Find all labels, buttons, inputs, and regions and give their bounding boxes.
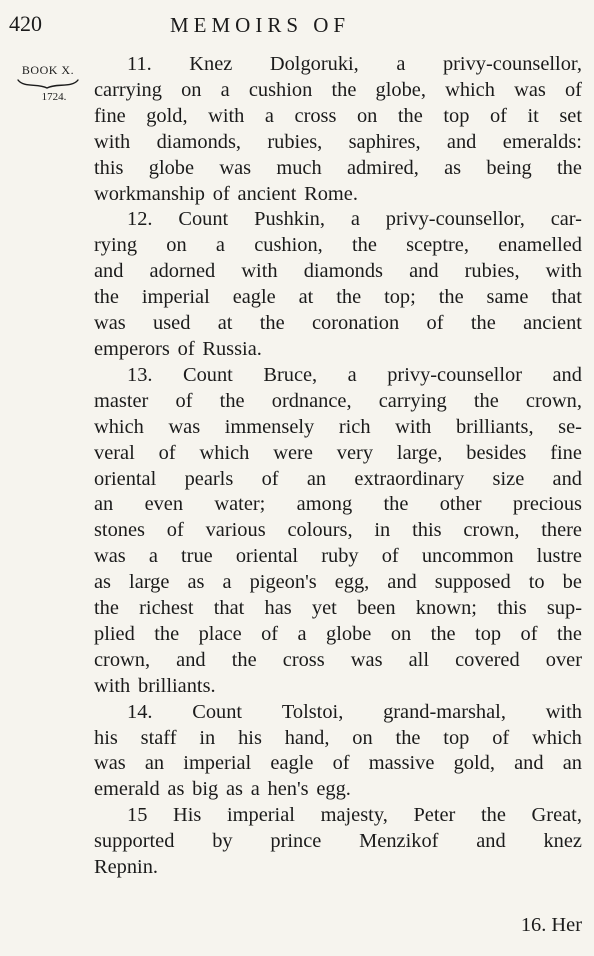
word: be — [562, 571, 582, 594]
word: his — [238, 726, 262, 749]
word: 13. — [127, 363, 153, 386]
word: on — [352, 726, 373, 749]
word: in — [374, 519, 391, 542]
word: the — [259, 312, 285, 335]
word: imperial — [227, 804, 295, 827]
word: set — [559, 104, 582, 127]
word: besides — [466, 441, 527, 464]
word: globe — [326, 622, 372, 645]
word: which — [94, 415, 144, 438]
word: the — [94, 286, 119, 309]
word: and — [387, 571, 417, 594]
text-line — [94, 751, 582, 777]
word: sceptre, — [406, 234, 469, 257]
word: imperial — [141, 286, 210, 309]
word: stones — [94, 519, 145, 542]
word: ancient — [523, 312, 582, 335]
word: the — [480, 804, 506, 827]
word: a — [297, 622, 307, 645]
word: the — [395, 726, 421, 749]
word: of — [166, 519, 184, 542]
word: hen's — [267, 778, 309, 801]
word: diamonds — [303, 260, 383, 283]
word: of — [177, 337, 195, 360]
word: the — [470, 312, 496, 335]
word: Dolgoruki, — [269, 53, 359, 75]
word: among — [296, 493, 353, 516]
word: Count — [183, 363, 233, 386]
word: grand-marshal, — [383, 700, 506, 723]
word: precious — [512, 493, 582, 516]
word: of — [489, 104, 507, 127]
text-line — [94, 803, 582, 829]
word: Russia. — [202, 337, 262, 360]
word: water; — [214, 493, 266, 516]
margin-book-label: BOOK X. — [21, 63, 75, 77]
word: as — [225, 778, 243, 801]
running-head: MEMOIRS OF — [170, 13, 351, 37]
word: extraordinary — [354, 467, 465, 490]
word: brilliants. — [138, 674, 216, 697]
text-line — [94, 415, 582, 441]
word: Repnin. — [94, 856, 158, 879]
word: His — [173, 804, 202, 827]
word: plied — [94, 622, 135, 645]
word: the — [473, 389, 499, 412]
word: a — [148, 545, 158, 568]
word: to — [528, 571, 545, 594]
word: of — [520, 622, 538, 645]
word: the — [94, 597, 119, 620]
word: a — [222, 571, 232, 594]
word: 11. — [127, 53, 152, 75]
word: the — [231, 648, 257, 671]
word: eagle — [232, 286, 276, 309]
word: oriental — [94, 467, 157, 490]
text-line — [94, 78, 582, 104]
word: rying — [94, 234, 138, 257]
word: was — [219, 156, 252, 179]
word: that — [213, 597, 245, 620]
word: enamelled — [498, 234, 582, 257]
text-line — [94, 726, 582, 752]
word: car- — [550, 208, 582, 231]
word: of — [381, 545, 399, 568]
word: used — [153, 312, 191, 335]
word: was — [94, 312, 126, 335]
text-line — [94, 104, 582, 130]
word: top — [443, 104, 470, 127]
word: the — [154, 622, 180, 645]
word: carrying — [94, 78, 162, 101]
word: it — [527, 104, 539, 127]
word: with — [94, 130, 131, 153]
text-line — [94, 674, 582, 700]
word: other — [439, 493, 482, 516]
word: large — [129, 571, 170, 594]
word: ancient — [237, 182, 297, 205]
word: with — [241, 260, 278, 283]
word: large, — [396, 441, 443, 464]
word: and — [176, 648, 206, 671]
word: Menzikof — [359, 830, 439, 853]
word: imperial — [183, 752, 252, 775]
text-line — [94, 648, 582, 674]
word: was — [94, 752, 126, 775]
word: an — [94, 493, 114, 516]
word: hand, — [284, 726, 330, 749]
word: massive — [368, 752, 435, 775]
word: 15 — [127, 804, 148, 827]
word: of — [261, 622, 279, 645]
word: of — [261, 467, 279, 490]
word: adorned — [149, 260, 216, 283]
word: privy-counsellor, — [442, 53, 582, 75]
margin-brace-icon — [16, 78, 80, 90]
word: a — [250, 778, 260, 801]
word: egg, — [334, 571, 370, 594]
word: the — [331, 78, 357, 101]
word: se- — [558, 415, 582, 438]
text-line — [94, 156, 582, 182]
word: this — [497, 597, 527, 620]
text-line — [94, 622, 582, 648]
body-text — [94, 52, 582, 881]
word: on — [356, 104, 378, 127]
text-line — [94, 337, 582, 363]
word: diamonds, — [156, 130, 241, 153]
text-line — [94, 596, 582, 622]
word: pearls — [184, 467, 234, 490]
word: on — [390, 622, 412, 645]
word: at — [298, 286, 314, 309]
word: a — [215, 234, 225, 257]
word: cross — [294, 104, 337, 127]
word: cross — [282, 648, 325, 671]
word: emerald — [94, 778, 160, 801]
word: rich — [338, 415, 371, 438]
word: master — [94, 389, 149, 412]
word: a — [220, 78, 230, 101]
word: the — [557, 622, 582, 645]
word: Pushkin, — [254, 208, 325, 231]
text-line — [94, 467, 582, 493]
word: crown, — [525, 389, 582, 412]
word: coronation — [312, 312, 400, 335]
word: which — [445, 78, 495, 101]
text-line — [94, 441, 582, 467]
word: a — [264, 104, 274, 127]
word: was — [514, 78, 546, 101]
word: yet — [311, 597, 337, 620]
word: the — [219, 389, 245, 412]
word: the — [438, 286, 464, 309]
word: rubies, — [267, 130, 323, 153]
word: Peter — [413, 804, 456, 827]
word: knez — [543, 830, 582, 853]
word: with — [208, 104, 245, 127]
word: supposed — [434, 571, 511, 594]
word: this — [94, 156, 124, 179]
word: crown, — [463, 519, 520, 542]
word: Count — [178, 208, 229, 231]
word: Tolstoi, — [281, 700, 344, 723]
word: place — [198, 622, 242, 645]
word: Knez — [189, 53, 233, 75]
word: oriental — [235, 545, 299, 568]
word: uncommon — [421, 545, 514, 568]
word: supported — [94, 830, 175, 853]
text-line — [94, 207, 582, 233]
word: 12. — [127, 208, 153, 231]
word: as — [167, 778, 185, 801]
word: and — [552, 363, 582, 386]
word: been — [357, 597, 396, 620]
word: there — [541, 519, 582, 542]
word: by — [212, 830, 233, 853]
word: of — [332, 752, 350, 775]
word: with — [545, 700, 582, 723]
word: true — [181, 545, 213, 568]
word: ordnance, — [271, 389, 352, 412]
word: workmanship — [94, 182, 206, 205]
word: Bruce, — [263, 363, 318, 386]
word: with — [94, 674, 131, 697]
text-line — [94, 311, 582, 337]
word: various — [205, 519, 266, 542]
word: much — [276, 156, 322, 179]
word: over — [545, 648, 582, 671]
word: top — [443, 726, 470, 749]
margin-note — [8, 62, 88, 104]
word: and — [514, 752, 544, 775]
word: fine — [550, 441, 582, 464]
word: saphires, — [348, 130, 421, 153]
word: which — [199, 441, 250, 464]
word: privy-counsellor, — [385, 208, 525, 231]
word: ruby — [321, 545, 359, 568]
word: his — [94, 726, 118, 749]
word: globe — [148, 156, 195, 179]
word: of — [492, 726, 510, 749]
word: veral — [94, 441, 135, 464]
word: gold, — [453, 752, 495, 775]
word: the — [383, 493, 409, 516]
word: lustre — [536, 545, 582, 568]
word: with — [395, 415, 432, 438]
word: Rome. — [304, 182, 358, 205]
word: known; — [415, 597, 477, 620]
word: very — [336, 441, 374, 464]
text-line — [94, 52, 582, 78]
word: globe, — [375, 78, 426, 101]
word: an — [562, 752, 582, 775]
word: egg. — [316, 778, 351, 801]
word: majesty, — [320, 804, 388, 827]
word: was — [168, 415, 201, 438]
word: were — [273, 441, 313, 464]
word: a — [396, 53, 406, 75]
word: an — [144, 752, 165, 775]
text-line — [94, 829, 582, 855]
word: 14. — [127, 700, 153, 723]
text-line — [94, 130, 582, 156]
text-line — [94, 389, 582, 415]
word: staff — [140, 726, 177, 749]
word: richest — [139, 597, 194, 620]
word: pigeon's — [249, 571, 317, 594]
text-line — [94, 285, 582, 311]
word: of — [426, 312, 444, 335]
word: fine — [94, 104, 126, 127]
catchword: 16. Her — [520, 914, 582, 936]
word: a — [350, 208, 360, 231]
word: of — [158, 441, 176, 464]
word: the — [351, 234, 377, 257]
word: carrying — [378, 389, 447, 412]
word: even — [144, 493, 184, 516]
word: of — [175, 389, 193, 412]
text-line — [94, 182, 582, 208]
word: rubies, — [464, 260, 520, 283]
margin-year: 1724. — [41, 91, 67, 103]
word: this — [412, 519, 442, 542]
word: on — [166, 234, 187, 257]
word: an — [306, 467, 327, 490]
word: on — [181, 78, 202, 101]
word: and — [476, 830, 506, 853]
word: the — [430, 622, 456, 645]
word: prince — [270, 830, 322, 853]
word: emeralds: — [502, 130, 582, 153]
word: big — [192, 778, 219, 801]
word: size — [492, 467, 525, 490]
word: crown, — [94, 648, 151, 671]
word: of — [212, 182, 230, 205]
word: and — [94, 260, 124, 283]
word: was — [94, 545, 126, 568]
word: emperors — [94, 337, 170, 360]
word: the — [397, 104, 423, 127]
word: sup- — [546, 597, 582, 620]
word: gold, — [146, 104, 188, 127]
word: as — [187, 571, 205, 594]
word: cushion, — [254, 234, 323, 257]
word: Count — [192, 700, 243, 723]
text-line — [94, 492, 582, 518]
word: a — [347, 363, 357, 386]
word: and — [552, 467, 582, 490]
text-line — [94, 544, 582, 570]
word: same — [486, 286, 529, 309]
text-line — [94, 233, 582, 259]
word: eagle — [270, 752, 314, 775]
word: which — [532, 726, 582, 749]
text-line — [94, 777, 582, 803]
word: top; — [384, 286, 416, 309]
word: and — [446, 130, 477, 153]
word: as — [444, 156, 462, 179]
word: that — [551, 286, 582, 309]
word: cushion — [248, 78, 313, 101]
word: in — [199, 726, 216, 749]
word: being — [486, 156, 532, 179]
page-number: 420 — [9, 11, 42, 36]
word: at — [217, 312, 233, 335]
text-line — [94, 700, 582, 726]
word: with — [545, 260, 582, 283]
word: has — [264, 597, 292, 620]
word: the — [557, 156, 582, 179]
word: the — [336, 286, 362, 309]
word: and — [409, 260, 439, 283]
word: covered — [455, 648, 520, 671]
text-line — [94, 855, 582, 881]
text-line — [94, 259, 582, 285]
text-line — [94, 518, 582, 544]
word: admired, — [346, 156, 419, 179]
word: immensely — [224, 415, 315, 438]
word: colours, — [287, 519, 353, 542]
word: was — [350, 648, 383, 671]
text-line — [94, 570, 582, 596]
word: top — [475, 622, 502, 645]
word: of — [564, 78, 582, 101]
word: brilliants, — [455, 415, 534, 438]
word: privy-counsellor — [387, 363, 522, 386]
word: all — [408, 648, 430, 671]
text-line — [94, 363, 582, 389]
word: Great, — [531, 804, 582, 827]
word: as — [94, 571, 111, 594]
